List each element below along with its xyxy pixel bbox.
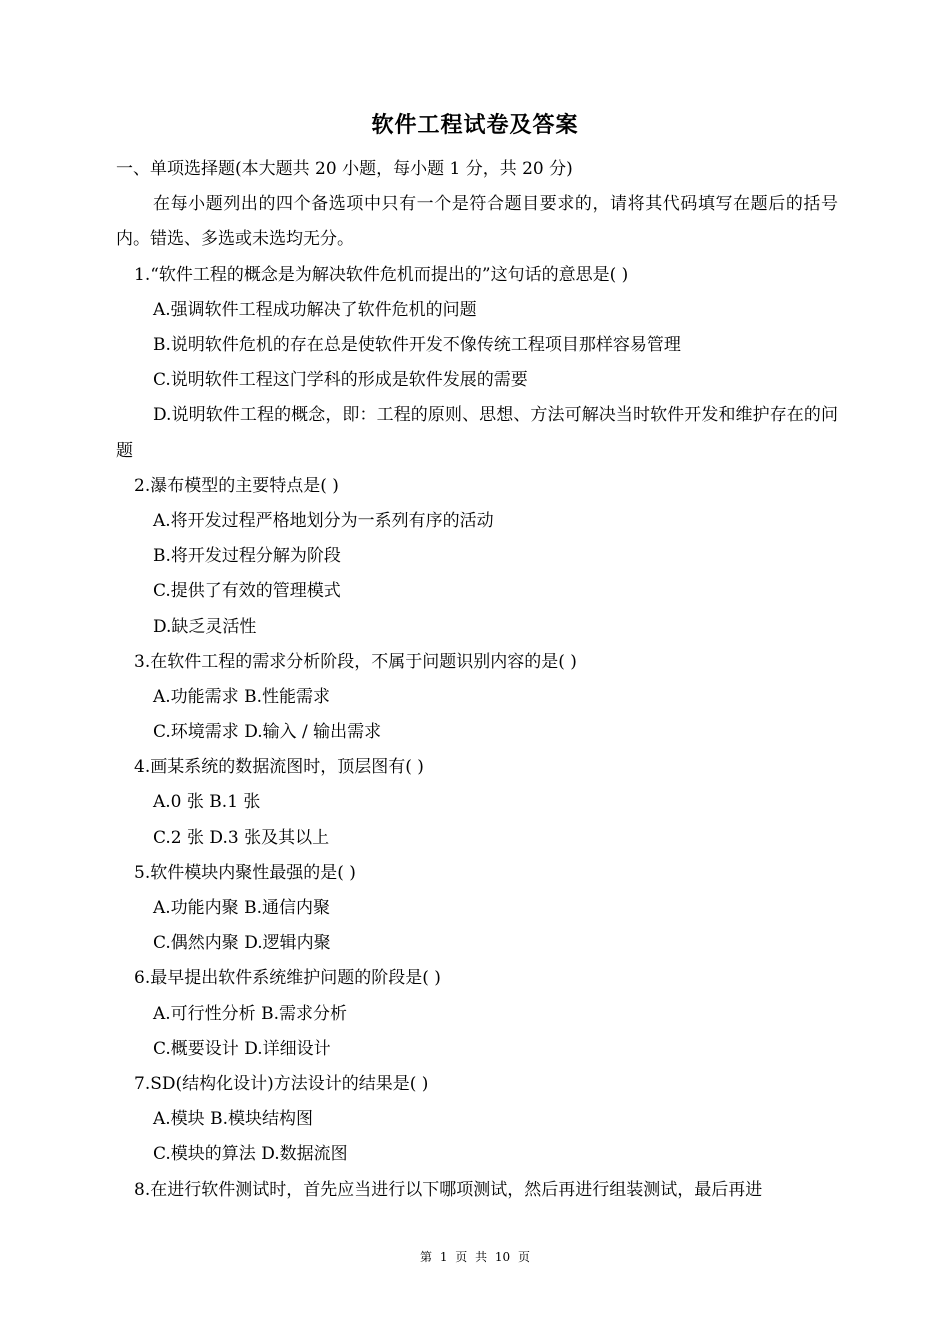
question-option: B.说明软件危机的存在总是使软件开发不像传统工程项目那样容易管理 [153, 334, 681, 355]
question-option: A.模块 B.模块结构图 [153, 1109, 313, 1130]
question-option: A.功能需求 B.性能需求 [153, 686, 330, 707]
question-option: D.说明软件工程的概念，即：工程的原则、思想、方法可解决当时软件开发和维护存在的问题 [116, 405, 838, 461]
question-stem: 1.“软件工程的概念是为解决软件危机而提出的”这句话的意思是( ) [134, 264, 629, 285]
question-option: C.环境需求 D.输入 / 输出需求 [153, 722, 382, 743]
question-option: A.强调软件工程成功解决了软件危机的问题 [153, 299, 477, 320]
question-option: C.模块的算法 D.数据流图 [153, 1144, 348, 1165]
question-option: C.偶然内聚 D.逻辑内聚 [153, 933, 331, 954]
question-option: B.将开发过程分解为阶段 [153, 546, 341, 567]
question-stem: 5.软件模块内聚性最强的是( ) [134, 862, 356, 883]
page-footer: 第 1 页 共 10 页 [420, 1250, 530, 1264]
question-option: A.将开发过程严格地划分为一系列有序的活动 [153, 510, 494, 531]
question-option: C.说明软件工程这门学科的形成是软件发展的需要 [153, 370, 528, 391]
question-stem: 7.SD(结构化设计)方法设计的结果是( ) [134, 1073, 429, 1094]
question-option: C.提供了有效的管理模式 [153, 581, 341, 602]
question-stem: 2.瀑布模型的主要特点是( ) [134, 475, 339, 496]
document-body [116, 152, 838, 1208]
question-option: D.缺乏灵活性 [153, 616, 257, 637]
question-option: C.概要设计 D.详细设计 [153, 1038, 331, 1059]
question-option: C.2 张 D.3 张及其以上 [153, 827, 330, 848]
page-title: 软件工程试卷及答案 [371, 113, 579, 138]
question-option: A.可行性分析 B.需求分析 [153, 1003, 347, 1024]
section-heading: 一、单项选择题(本大题共 20 小题，每小题 1 分，共 20 分) [116, 159, 573, 179]
question-stem: 8.在进行软件测试时，首先应当进行以下哪项测试，然后再进行组装测试，最后再进 [134, 1179, 763, 1200]
question-option: A.功能内聚 B.通信内聚 [153, 898, 330, 918]
instructions-paragraph: 在每小题列出的四个备选项中只有一个是符合题目要求的，请将其代码填写在题后的括号内。错选、多选或未选均无分。 [116, 194, 838, 250]
question-stem: 4.画某系统的数据流图时，顶层图有( ) [134, 757, 424, 778]
question-stem: 3.在软件工程的需求分析阶段，不属于问题识别内容的是( ) [134, 651, 577, 672]
question-option: A.0 张 B.1 张 [153, 792, 261, 813]
question-stem: 6.最早提出软件系统维护问题的阶段是( ) [134, 968, 441, 989]
